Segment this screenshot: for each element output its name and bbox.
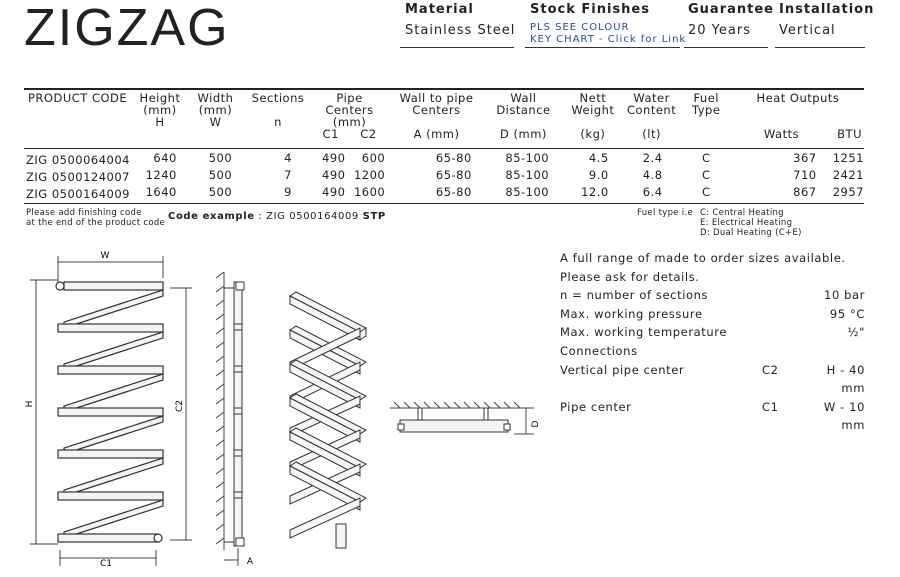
note-line-1: A full range of made to order sizes available. (560, 251, 846, 265)
finish-code-note-2: at the end of the product code (26, 218, 166, 228)
header-width-l1: Width (197, 91, 234, 105)
dim-label-d: D (531, 420, 541, 428)
table-cell: 490 (322, 151, 346, 165)
table-cell: 640 (153, 151, 177, 165)
dim-label-a: A (246, 557, 254, 567)
header-wtp-l2: Centers (412, 103, 461, 117)
header-sections-l1: Sections (251, 91, 305, 105)
note-c2-value: H - 40 mm (826, 362, 865, 396)
table-cell: 9.0 (588, 168, 609, 182)
side-elevation-drawing (210, 268, 270, 570)
table-cell: ZIG 0500124007 (26, 170, 131, 184)
header-width-l2: (mm) (198, 103, 233, 117)
header-wall-distance (484, 88, 563, 148)
installation-underline (775, 47, 865, 48)
header-watts: Watts (763, 127, 800, 141)
header-btu: BTU (837, 127, 862, 141)
code-example-value: : ZIG 0500164009 (258, 211, 359, 222)
table-cell: 9 (284, 185, 292, 199)
table-cell: C (701, 168, 711, 182)
note-c1-value: W - 10 mm (823, 399, 865, 433)
note-pressure-value: 10 bar (824, 288, 865, 303)
note-line-4 (560, 305, 865, 324)
header-ft-l2: Type (692, 103, 721, 117)
header-height-l1: Height (139, 91, 181, 105)
table-row (24, 167, 864, 184)
material-label: Material (405, 2, 474, 17)
header-pipe-l1: Pipe (336, 91, 363, 105)
header-ft-l1: Fuel (693, 91, 719, 105)
plan-view-drawing (388, 400, 548, 442)
header-nw-l3: (kg) (580, 127, 606, 141)
header-wd-l3: D (mm) (500, 127, 547, 141)
note-c1-code: C1 (762, 399, 779, 414)
table-cell: 1600 (353, 185, 386, 199)
header-wall-to-pipe (389, 88, 484, 148)
stock-finishes-label: Stock Finishes (530, 2, 650, 17)
header-heat-outputs-label: Heat Outputs (756, 91, 840, 105)
table-bottom-rule (24, 203, 864, 204)
guarantee-label: Guarantee (688, 2, 774, 17)
note-line-8 (560, 398, 865, 435)
header-height (135, 88, 185, 148)
table-cell: 490 (322, 168, 346, 182)
fuel-type-label: Fuel type i.e (637, 208, 693, 218)
table-cell: 2957 (832, 185, 864, 199)
table-row (24, 184, 864, 201)
header-wtp-l3: A (mm) (413, 127, 460, 141)
header-pipe-centers (310, 88, 389, 148)
product-table (24, 88, 864, 201)
fuel-type-e: E: Electrical Heating (700, 218, 793, 228)
table-cell: 710 (793, 168, 817, 182)
header-nw-l2: Weight (571, 103, 615, 117)
table-cell: C (701, 185, 711, 199)
dim-label-c2: C2 (175, 399, 185, 413)
dim-label-h: H (25, 400, 35, 408)
header-c1-c2 (312, 128, 387, 140)
table-cell: 85-100 (505, 185, 550, 199)
table-cell: 85-100 (505, 151, 550, 165)
table-body (24, 150, 864, 201)
note-c2-code: C2 (762, 362, 779, 377)
table-cell: 867 (793, 185, 817, 199)
brand-logo: ZIGZAG (24, 0, 230, 57)
table-cell: 2.4 (642, 151, 663, 165)
header-pipe-l3: (mm) (332, 115, 367, 129)
table-cell: 600 (361, 151, 386, 165)
header-product-code: PRODUCT CODE (28, 91, 128, 105)
note-connection-value: ½" (847, 325, 865, 340)
header-nw-l1: Nett (579, 91, 607, 105)
header-sections-l2: n (274, 115, 282, 129)
header-heat-outputs (732, 88, 864, 148)
fuel-type-d: D: Dual Heating (C+E) (700, 228, 802, 238)
header-height-l2: (mm) (143, 103, 177, 117)
table-cell: 65-80 (435, 185, 472, 199)
table-cell: 4 (284, 151, 292, 165)
header-height-l3: H (155, 115, 165, 129)
note-line-2: Please ask for details. (560, 269, 700, 284)
header-watts-btu (734, 128, 862, 140)
header-wc-l3: (lt) (642, 127, 661, 141)
table-cell: 1251 (832, 151, 864, 165)
note-line-5 (560, 323, 865, 342)
colour-chart-link-line1[interactable]: PLS SEE COLOUR (530, 22, 630, 33)
header-wtp-l1: Wall to pipe (399, 91, 474, 105)
table-row (24, 150, 864, 167)
table-cell: 367 (793, 151, 817, 165)
header-width-l3: W (209, 115, 222, 129)
header-nett-weight (563, 88, 623, 148)
header-wc-l2: Content (626, 103, 677, 117)
table-cell: 500 (208, 185, 233, 199)
header-c1: C1 (322, 127, 339, 141)
note-pipe-center: Pipe center (560, 399, 632, 414)
table-cell: 1200 (353, 168, 386, 182)
material-value: Stainless Steel (405, 23, 516, 38)
table-header-row (24, 88, 864, 148)
table-cell: 12.0 (581, 185, 609, 199)
table-cell: 1640 (145, 185, 177, 199)
table-cell: 2421 (832, 168, 864, 182)
table-cell: 7 (284, 168, 292, 182)
header-c2: C2 (360, 127, 377, 141)
code-example (168, 211, 386, 222)
isometric-drawing (280, 288, 380, 556)
fuel-type-c: C: Central Heating (700, 208, 784, 218)
table-cell: 4.8 (642, 168, 663, 182)
header-sections (246, 88, 310, 148)
table-cell: 85-100 (505, 168, 550, 182)
note-pressure-label: Max. working pressure (560, 306, 703, 321)
installation-label: Installation (779, 2, 875, 17)
note-vertical-pipe-center: Vertical pipe center (560, 362, 685, 377)
note-sections: n = number of sections (560, 288, 709, 303)
guarantee-value: 20 Years (688, 23, 751, 38)
table-cell: 65-80 (435, 151, 472, 165)
table-cell: ZIG 0500064004 (26, 153, 131, 167)
spec-notes (560, 249, 865, 435)
front-elevation-drawing (20, 248, 200, 570)
table-cell: 6.4 (642, 185, 663, 199)
table-cell: 4.5 (588, 151, 609, 165)
stock-finishes-underline (525, 47, 680, 48)
header-fuel-type (681, 88, 732, 148)
header-pipe-l2: Centers (325, 103, 374, 117)
header-wd-l2: Distance (496, 103, 551, 117)
table-cell: ZIG 0500164009 (26, 187, 131, 201)
dim-label-c1: C1 (99, 559, 113, 569)
material-underline (400, 47, 514, 48)
table-cell: 1240 (145, 168, 177, 182)
header-wc-l1: Water (633, 91, 670, 105)
finish-code-note-1: Please add finishing code (26, 208, 142, 218)
code-example-suffix: STP (362, 211, 386, 222)
table-cell: 65-80 (435, 168, 472, 182)
dim-label-w: W (100, 251, 110, 261)
table-cell: 500 (208, 151, 233, 165)
table-cell: C (701, 151, 711, 165)
table-cell: 490 (322, 185, 346, 199)
note-connections: Connections (560, 343, 638, 358)
header-width (185, 88, 246, 148)
installation-value: Vertical (779, 23, 836, 38)
table-cell: 500 (208, 168, 233, 182)
header-wd-l1: Wall (510, 91, 537, 105)
note-line-7 (560, 361, 865, 398)
code-example-label: Code example (168, 211, 255, 222)
header-water-content (623, 88, 681, 148)
guarantee-underline (684, 47, 768, 48)
note-line-3 (560, 286, 865, 305)
colour-chart-link-line2[interactable]: KEY CHART - Click for Link (530, 34, 687, 45)
note-temperature-label: Max. working temperature (560, 325, 728, 340)
note-temperature-value: 95 °C (829, 306, 865, 321)
